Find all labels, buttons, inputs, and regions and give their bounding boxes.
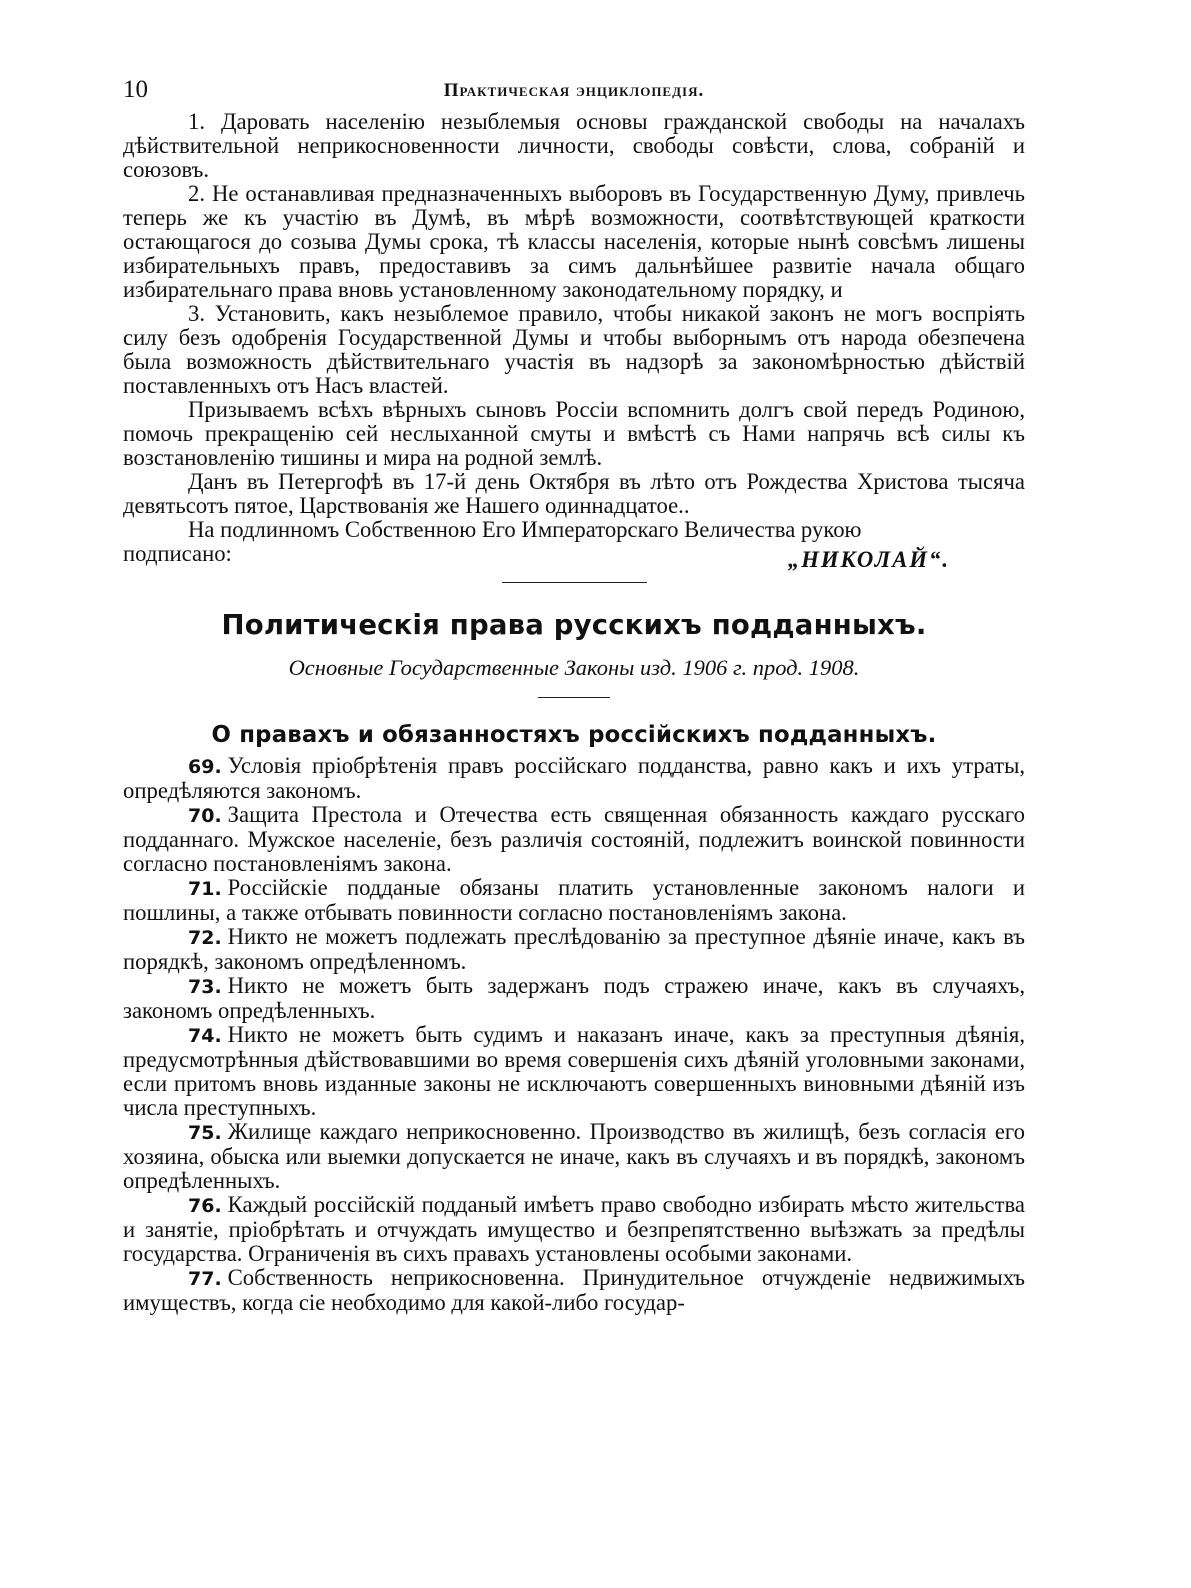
article — [123, 1120, 1025, 1193]
article-number: 69. — [188, 756, 222, 778]
article-text: Собственность неприкосновенна. Принудительное отчужденіе недвижимыхъ имуществъ, когда сіе необходимо для какой-либо государ- — [123, 1265, 1025, 1315]
manifesto-text — [123, 110, 1025, 518]
section-title: Политическія права русскихъ подданныхъ. — [221, 609, 927, 641]
divider-rule — [502, 582, 647, 583]
article-number: 70. — [188, 805, 222, 827]
sub-heading: О правахъ и обязанностяхъ россійскихъ подданныхъ. — [211, 722, 937, 748]
article-number: 76. — [188, 1195, 222, 1217]
signature-name: „НИКОЛАЙ“. — [787, 547, 950, 572]
article-text: Россійскіе подданые обязаны платить установленные закономъ налоги и пошлины, а также отбывать повинности согласно постановленіямъ закона. — [123, 875, 1025, 925]
signature-block — [123, 518, 1025, 570]
running-head — [123, 70, 1025, 110]
manifesto-paragraph: Призываемъ всѣхъ вѣрныхъ сыновъ Россіи вспомнить долгъ свой передъ Родиною, помочь прекращенію сей неслыханной смуты и вмѣстѣ съ Нами напрячь всѣ силы къ возстановленію тишины и мира на родной землѣ. — [123, 397, 1025, 470]
page-number: 10 — [123, 76, 148, 103]
article-number: 75. — [188, 1122, 222, 1144]
article — [123, 803, 1025, 876]
article — [123, 876, 1025, 925]
article-number: 72. — [188, 927, 222, 949]
article-text: Никто не можетъ быть судимъ и наказанъ иначе, какъ за преступныя дѣянія, предусмотрѣнныя дѣйствовавшими во время совершенія сихъ дѣяній уголовными законами, если притомъ вновь изданные законы не исключаютъ совершенныхъ виновными дѣяній изъ числа преступныхъ. — [123, 1022, 1025, 1120]
article-number: 77. — [188, 1268, 222, 1290]
article-text: Условія пріобрѣтенія правъ россійскаго подданства, равно какъ и ихъ утраты, опредѣляются закономъ. — [123, 753, 1025, 803]
running-title: Практическая энциклопедія. — [443, 80, 705, 101]
article — [123, 1193, 1025, 1266]
signature-line: подписано: — [123, 541, 232, 566]
article — [123, 925, 1025, 974]
article-text: Никто не можетъ подлежать преслѣдованію за преступное дѣяніе иначе, какъ въ порядкѣ, закономъ опредѣленномъ. — [123, 924, 1025, 974]
article-text: Никто не можетъ быть задержанъ подъ стражею иначе, какъ въ случаяхъ, закономъ опредѣленныхъ. — [123, 973, 1025, 1023]
article — [123, 974, 1025, 1023]
article-text: Каждый россійскій подданый имѣетъ право свободно избирать мѣсто жительства и занятіе, пріобрѣтать и отчуждать имущество и безпрепятственно выѣзжать за предѣлы государства. Ограниченія въ сихъ правахъ установлены особыми законами. — [123, 1192, 1025, 1266]
manifesto-paragraph: Данъ въ Петергофѣ въ 17-й день Октября въ лѣто отъ Рождества Христова тысяча девятьсотъ пятое, Царствованія же Нашего одиннадцатое.. — [123, 469, 1025, 518]
article-number: 73. — [188, 976, 222, 998]
article-number: 71. — [188, 878, 222, 900]
signature-line: На подлинномъ Собственною Его Императорскаго Величества рукою — [188, 517, 862, 542]
article — [123, 754, 1025, 803]
articles-list — [123, 754, 1025, 1315]
article-number: 74. — [188, 1025, 222, 1047]
manifesto-paragraph: 2. Не останавливая предназначенныхъ выборовъ въ Государственную Думу, привлечь теперь же къ участію въ Думѣ, въ мѣрѣ возможности, соотвѣтствующей краткости остающагося до созыва Думы срока, тѣ классы населенія, которые нынѣ совсѣмъ лишены избирательныхъ правъ, предоставивъ за симъ дальнѣйшее развитіе начала общаго избирательнаго права вновь установленному законодательному порядку, и — [123, 181, 1025, 302]
section-subtitle: Основные Государственные Законы изд. 1906 г. прод. 1908. — [288, 655, 860, 680]
divider-rule — [538, 697, 610, 698]
book-page — [123, 70, 1025, 1550]
manifesto-paragraph: 1. Даровать населенію незыблемыя основы гражданской свободы на началахъ дѣйствительной неприкосновенности личности, свободы совѣсти, слова, собраній и союзовъ. — [123, 109, 1025, 182]
article-text: Защита Престола и Отечества есть священная обязанность каждаго русскаго подданнаго. Мужское населеніе, безъ различія состояній, подлежитъ воинской повинности согласно постановленіямъ закона. — [123, 802, 1025, 876]
article-text: Жилище каждаго неприкосновенно. Производство въ жилищѣ, безъ согласія его хозяина, обыска или выемки допускается не иначе, какъ въ случаяхъ и въ порядкѣ, закономъ опредѣленныхъ. — [123, 1119, 1025, 1193]
manifesto-paragraph: 3. Установить, какъ незыблемое правило, чтобы никакой законъ не могъ воспріять силу безъ одобренія Государственной Думы и чтобы выборнымъ отъ народа обезпечена была возможность дѣйствительнаго участія въ надзорѣ за закономѣрностью дѣйствій поставленныхъ отъ Насъ властей. — [123, 301, 1025, 398]
article — [123, 1266, 1025, 1315]
article — [123, 1023, 1025, 1120]
